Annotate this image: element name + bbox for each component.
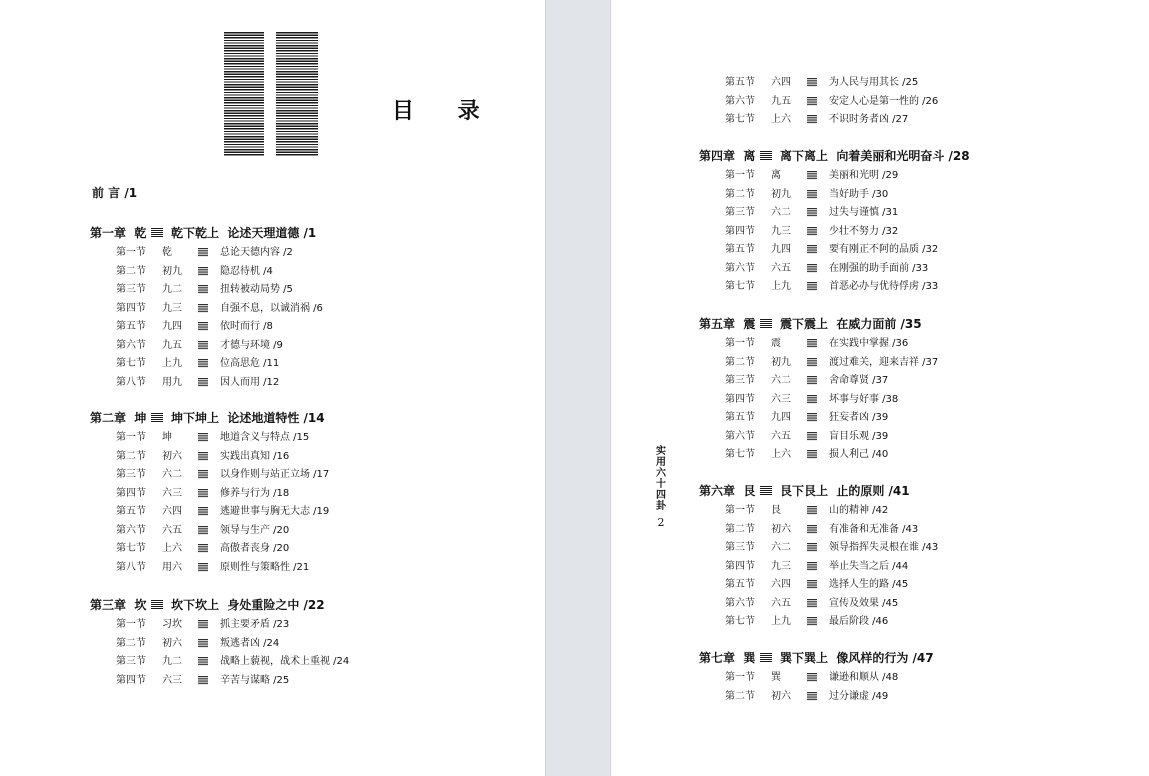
section-yao: 九四 — [162, 321, 182, 332]
section-title: 谦逊和顺从 /48 — [829, 672, 899, 683]
hexagram-icon — [807, 171, 817, 180]
section-title: 举止失当之后 /44 — [829, 560, 909, 572]
section-title: 选择人生的路 /45 — [829, 579, 909, 590]
section-label: 第八节 — [116, 376, 146, 388]
section-entry[interactable] — [116, 376, 416, 390]
section-label: 第五节 — [725, 77, 755, 88]
section-yao: 九三 — [771, 560, 791, 572]
section-title: 抓主要矛盾 /23 — [220, 619, 290, 630]
hexagram-icon — [760, 151, 772, 161]
chapter-topic: 在威力面前 /35 — [836, 317, 922, 331]
section-yao: 九五 — [771, 95, 791, 107]
chapter-topic: 止的原则 /41 — [836, 484, 910, 498]
section-label: 第三节 — [116, 469, 146, 480]
section-yao: 九三 — [771, 225, 791, 237]
section-entry[interactable] — [116, 674, 416, 688]
section-title: 要有刚正不阿的品质 /32 — [829, 244, 939, 255]
section-yao: 六五 — [162, 524, 182, 536]
section-title: 位高思危 /11 — [220, 358, 280, 369]
hexagram-icon — [807, 78, 817, 87]
section-yao: 上六 — [162, 543, 182, 554]
section-label: 第二节 — [725, 356, 755, 368]
section-label: 第一节 — [725, 672, 755, 683]
hexagram-icon — [151, 228, 163, 238]
chapter-label: 第二章 — [90, 411, 127, 425]
hexagram-icon — [807, 543, 817, 552]
section-label: 第五节 — [725, 244, 755, 255]
hexagram-icon — [807, 450, 817, 459]
hexagram-icon — [807, 432, 817, 441]
section-yao: 上九 — [771, 281, 791, 292]
section-yao: 六五 — [771, 430, 791, 442]
section-entry[interactable] — [725, 504, 1025, 518]
chapter-heading[interactable] — [699, 315, 922, 332]
section-yao: 习坎 — [162, 619, 182, 630]
section-label: 第四节 — [725, 225, 755, 237]
section-yao: 九四 — [771, 244, 791, 255]
section-entry[interactable] — [116, 302, 416, 316]
section-entry[interactable] — [725, 411, 1025, 425]
section-entry[interactable] — [116, 561, 416, 575]
hexagram-icon — [198, 676, 208, 685]
chapter-topic: 身处重险之中 /22 — [227, 598, 325, 612]
section-label: 第四节 — [725, 393, 755, 405]
chapter-heading[interactable] — [699, 147, 970, 164]
hexagram-icon — [151, 413, 163, 423]
hexagram-icon — [198, 304, 208, 313]
preface-entry[interactable]: 前 言 /1 — [92, 186, 138, 200]
section-title: 逃避世事与胸无大志 /19 — [220, 506, 330, 517]
chapter-label: 第四章 — [699, 149, 736, 163]
chapter-heading[interactable] — [699, 649, 934, 666]
section-title: 战略上藐视，战术上重视 /24 — [220, 656, 350, 667]
section-entry[interactable] — [725, 448, 1025, 462]
chapter-desc: 坤下坤上 — [170, 411, 219, 425]
section-label: 第七节 — [725, 114, 755, 125]
chapter-name: 乾 — [134, 226, 147, 240]
section-entry[interactable] — [725, 541, 1025, 555]
section-label: 第二节 — [116, 265, 146, 277]
chapter-name: 艮 — [743, 484, 756, 498]
right-page — [610, 0, 1149, 776]
section-yao: 初九 — [771, 188, 791, 200]
hexagram-icon — [198, 433, 208, 442]
section-entry[interactable] — [725, 597, 1025, 611]
section-title: 地道含义与特点 /15 — [220, 432, 310, 443]
section-label: 第七节 — [116, 543, 146, 554]
section-title: 为人民与用其长 /25 — [829, 77, 919, 88]
section-entry[interactable] — [725, 523, 1025, 537]
chapter-name: 震 — [743, 317, 756, 331]
section-label: 第一节 — [116, 619, 146, 630]
section-title: 首恶必办与优待俘虏 /33 — [829, 281, 939, 292]
section-entry[interactable] — [725, 337, 1025, 351]
section-label: 第一节 — [116, 247, 146, 258]
section-label: 第一节 — [116, 432, 146, 443]
hexagram-icon — [760, 319, 772, 329]
section-label: 第八节 — [116, 561, 146, 573]
section-entry[interactable] — [116, 505, 416, 519]
hexagram-icon — [807, 227, 817, 236]
hexagram-icon — [807, 339, 817, 348]
section-entry[interactable] — [725, 169, 1025, 183]
hexagram-icon — [198, 267, 208, 276]
section-title: 在刚强的助手面前 /33 — [829, 262, 929, 274]
section-label: 第六节 — [116, 524, 146, 536]
hexagram-icon — [198, 470, 208, 479]
section-yao: 艮 — [771, 505, 781, 516]
hexagram-icon — [807, 617, 817, 626]
section-yao: 六二 — [771, 375, 791, 386]
section-entry[interactable] — [116, 655, 416, 669]
section-label: 第七节 — [725, 616, 755, 627]
section-yao: 九三 — [162, 302, 182, 314]
section-label: 第二节 — [725, 188, 755, 200]
hexagram-icon — [198, 378, 208, 387]
hexagram-icon — [807, 580, 817, 589]
section-title: 叛逃者凶 /24 — [220, 637, 280, 649]
section-yao: 初九 — [771, 356, 791, 368]
section-title: 狂妄者凶 /39 — [829, 412, 889, 423]
hexagram-icon — [807, 358, 817, 367]
section-yao: 九二 — [162, 656, 182, 667]
section-yao: 初六 — [771, 690, 791, 702]
section-yao: 六三 — [771, 393, 791, 405]
hexagram-icon — [760, 486, 772, 496]
hexagram-icon — [807, 562, 817, 571]
section-title: 才德与环境 /9 — [220, 339, 283, 351]
section-title: 安定人心是第一性的 /26 — [829, 95, 939, 107]
section-title: 不识时务者凶 /27 — [829, 114, 909, 125]
section-yao: 用六 — [162, 561, 182, 573]
section-entry[interactable] — [725, 206, 1025, 220]
chapter-heading[interactable] — [699, 482, 910, 499]
section-title: 最后阶段 /46 — [829, 616, 889, 627]
chapter-desc: 乾下乾上 — [170, 226, 219, 240]
section-title: 以身作则与站正立场 /17 — [220, 469, 330, 480]
section-entry[interactable] — [116, 357, 416, 371]
section-entry[interactable] — [725, 560, 1025, 574]
section-title: 盲目乐观 /39 — [829, 430, 889, 442]
section-yao: 上九 — [771, 616, 791, 627]
section-entry[interactable] — [116, 283, 416, 297]
chapter-topic: 论述地道特性 /14 — [227, 411, 325, 425]
section-label: 第一节 — [725, 170, 755, 181]
hexagram-icon — [807, 673, 817, 682]
hexagram-icon — [807, 208, 817, 217]
section-entry[interactable] — [725, 280, 1025, 294]
section-label: 第四节 — [116, 302, 146, 314]
section-entry[interactable] — [725, 76, 1025, 90]
chapter-label: 第七章 — [699, 651, 736, 665]
section-title: 原则性与策略性 /21 — [220, 561, 310, 573]
section-yao: 上九 — [162, 358, 182, 369]
hexagram-icon — [807, 395, 817, 404]
section-label: 第五节 — [725, 579, 755, 590]
section-label: 第六节 — [725, 262, 755, 274]
section-yao: 坤 — [162, 432, 172, 443]
section-entry[interactable] — [116, 431, 416, 445]
section-label: 第三节 — [725, 207, 755, 218]
section-entry[interactable] — [116, 542, 416, 556]
hexagram-icon — [807, 692, 817, 701]
section-yao: 六三 — [162, 674, 182, 686]
section-yao: 六五 — [771, 262, 791, 274]
section-entry[interactable] — [725, 430, 1025, 444]
hexagram-icon — [807, 282, 817, 291]
section-entry[interactable] — [116, 487, 416, 501]
hexagram-icon — [198, 526, 208, 535]
chapter-desc: 离下离上 — [779, 149, 828, 163]
section-title: 总论天德内容 /2 — [220, 247, 293, 258]
section-label: 第五节 — [116, 321, 146, 332]
section-title: 领导与生产 /20 — [220, 524, 290, 536]
section-title: 在实践中掌握 /36 — [829, 338, 909, 349]
section-yao: 九五 — [162, 339, 182, 351]
hexagram-icon — [807, 245, 817, 254]
section-title: 过分谦虚 /49 — [829, 690, 889, 702]
section-title: 领导指挥失灵根在谁 /43 — [829, 542, 939, 553]
hexagram-icon — [198, 452, 208, 461]
section-title: 山的精神 /42 — [829, 505, 889, 516]
section-title: 舍命尊贤 /37 — [829, 375, 889, 386]
section-yao: 初六 — [162, 637, 182, 649]
section-yao: 九二 — [162, 284, 182, 295]
section-entry[interactable] — [116, 524, 416, 538]
section-label: 第六节 — [116, 339, 146, 351]
hexagram-icon — [807, 97, 817, 106]
hexagram-icon — [198, 507, 208, 516]
section-entry[interactable] — [116, 265, 416, 279]
section-yao: 离 — [771, 170, 781, 181]
chapter-label: 第一章 — [90, 226, 127, 240]
section-entry[interactable] — [725, 690, 1025, 704]
hexagram-icon — [198, 285, 208, 294]
section-label: 第二节 — [116, 637, 146, 649]
section-title: 少壮不努力 /32 — [829, 225, 899, 237]
hexagram-icon — [198, 544, 208, 553]
section-label: 第二节 — [725, 690, 755, 702]
section-label: 第六节 — [725, 597, 755, 609]
hexagram-icon — [807, 115, 817, 124]
hexagram-icon — [198, 620, 208, 629]
hexagram-icon — [760, 653, 772, 663]
section-title: 有准备和无准备 /43 — [829, 523, 919, 535]
section-title: 依时而行 /8 — [220, 321, 273, 332]
section-yao: 六四 — [771, 77, 791, 88]
hexagram-icon — [198, 639, 208, 648]
section-entry[interactable] — [116, 246, 416, 260]
section-yao: 乾 — [162, 247, 172, 258]
section-label: 第七节 — [725, 449, 755, 460]
hexagram-icon — [807, 376, 817, 385]
section-label: 第三节 — [116, 656, 146, 667]
section-entry[interactable] — [116, 339, 416, 353]
section-label: 第一节 — [725, 505, 755, 516]
chapter-desc: 坎下坎上 — [170, 598, 219, 612]
hexagram-icon — [198, 359, 208, 368]
section-label: 第四节 — [725, 560, 755, 572]
hexagram-icon — [807, 264, 817, 273]
section-entry[interactable] — [725, 113, 1025, 127]
hexagram-icon — [807, 525, 817, 534]
section-entry[interactable] — [116, 320, 416, 334]
section-yao: 初六 — [771, 523, 791, 535]
hexagram-icon — [807, 190, 817, 199]
section-entry[interactable] — [116, 468, 416, 482]
chapter-label: 第六章 — [699, 484, 736, 498]
chapter-desc: 艮下艮上 — [779, 484, 828, 498]
section-yao: 九四 — [771, 412, 791, 423]
section-entry[interactable] — [116, 618, 416, 632]
hexagram-icon — [198, 248, 208, 257]
section-entry[interactable] — [725, 578, 1025, 592]
section-entry[interactable] — [725, 243, 1025, 257]
section-label: 第四节 — [116, 487, 146, 499]
section-title: 隐忍待机 /4 — [220, 265, 273, 277]
section-yao: 六五 — [771, 597, 791, 609]
section-label: 第四节 — [116, 674, 146, 686]
section-entry[interactable] — [725, 225, 1025, 239]
section-yao: 用九 — [162, 376, 182, 388]
section-yao: 初九 — [162, 265, 182, 277]
section-title: 修养与行为 /18 — [220, 487, 290, 499]
section-title: 因人而用 /12 — [220, 376, 280, 388]
section-title: 宣传及效果 /45 — [829, 597, 899, 609]
section-title: 高傲者丧身 /20 — [220, 543, 290, 554]
chapter-heading[interactable] — [90, 224, 316, 241]
section-yao: 上六 — [771, 114, 791, 125]
section-label: 第三节 — [725, 542, 755, 553]
section-label: 第七节 — [116, 358, 146, 369]
chapter-topic: 论述天理道德 /1 — [227, 226, 317, 240]
section-entry[interactable] — [725, 374, 1025, 388]
hexagram-icon — [198, 322, 208, 331]
page-title: 目 录 — [392, 98, 498, 124]
section-yao: 初六 — [162, 450, 182, 462]
chapter-label: 第三章 — [90, 598, 127, 612]
page-number: 2 — [657, 516, 665, 529]
section-title: 坏事与好事 /38 — [829, 393, 899, 405]
chapter-heading[interactable] — [90, 596, 325, 613]
section-entry[interactable] — [725, 188, 1025, 202]
section-title: 损人利己 /40 — [829, 449, 889, 460]
section-title: 当好助手 /30 — [829, 188, 889, 200]
hexagram-icon — [807, 506, 817, 515]
section-title: 自强不息，以诚消祸 /6 — [220, 302, 323, 314]
hexagram-icon — [198, 657, 208, 666]
section-yao: 六三 — [162, 487, 182, 499]
spine-title: 实 用 六 十 四 卦 — [656, 446, 666, 512]
hexagram-icon — [198, 341, 208, 350]
section-label: 第五节 — [725, 412, 755, 423]
section-entry[interactable] — [725, 393, 1025, 407]
section-entry[interactable] — [116, 450, 416, 464]
hexagram-icon — [224, 32, 318, 156]
section-yao: 六二 — [771, 542, 791, 553]
section-yao: 上六 — [771, 449, 791, 460]
chapter-name: 离 — [743, 149, 756, 163]
chapter-name: 巽 — [743, 651, 756, 665]
section-entry[interactable] — [725, 95, 1025, 109]
chapter-desc: 巽下巽上 — [779, 651, 828, 665]
section-title: 实践出真知 /16 — [220, 450, 290, 462]
section-label: 第三节 — [116, 284, 146, 295]
page-gutter — [546, 0, 609, 776]
section-label: 第五节 — [116, 506, 146, 517]
hexagram-icon — [807, 599, 817, 608]
left-page — [0, 0, 546, 776]
section-entry[interactable] — [725, 671, 1025, 685]
chapter-heading[interactable] — [90, 409, 325, 426]
section-entry[interactable] — [725, 262, 1025, 276]
section-yao: 巽 — [771, 672, 781, 683]
section-title: 过失与谨慎 /31 — [829, 207, 899, 218]
section-yao: 震 — [771, 338, 781, 349]
chapter-name: 坤 — [134, 411, 147, 425]
section-yao: 六二 — [162, 469, 182, 480]
section-label: 第三节 — [725, 375, 755, 386]
chapter-topic: 向着美丽和光明奋斗 /28 — [836, 149, 970, 163]
section-title: 渡过难关，迎来吉祥 /37 — [829, 356, 939, 368]
hexagram-icon — [198, 563, 208, 572]
section-title: 美丽和光明 /29 — [829, 170, 899, 181]
section-label: 第二节 — [116, 450, 146, 462]
hexagram-icon — [807, 413, 817, 422]
hexagram-icon — [151, 600, 163, 610]
section-yao: 六二 — [771, 207, 791, 218]
section-title: 扭转被动局势 /5 — [220, 284, 293, 295]
section-label: 第二节 — [725, 523, 755, 535]
section-label: 第六节 — [725, 430, 755, 442]
section-label: 第七节 — [725, 281, 755, 292]
section-yao: 六四 — [771, 579, 791, 590]
chapter-label: 第五章 — [699, 317, 736, 331]
chapter-name: 坎 — [134, 598, 147, 612]
section-title: 辛苦与谋略 /25 — [220, 674, 290, 686]
section-yao: 六四 — [162, 506, 182, 517]
section-entry[interactable] — [725, 615, 1025, 629]
section-entry[interactable] — [725, 356, 1025, 370]
section-label: 第一节 — [725, 338, 755, 349]
section-label: 第六节 — [725, 95, 755, 107]
hexagram-icon — [198, 489, 208, 498]
chapter-topic: 像风样的行为 /47 — [836, 651, 934, 665]
chapter-desc: 震下震上 — [779, 317, 828, 331]
section-entry[interactable] — [116, 637, 416, 651]
